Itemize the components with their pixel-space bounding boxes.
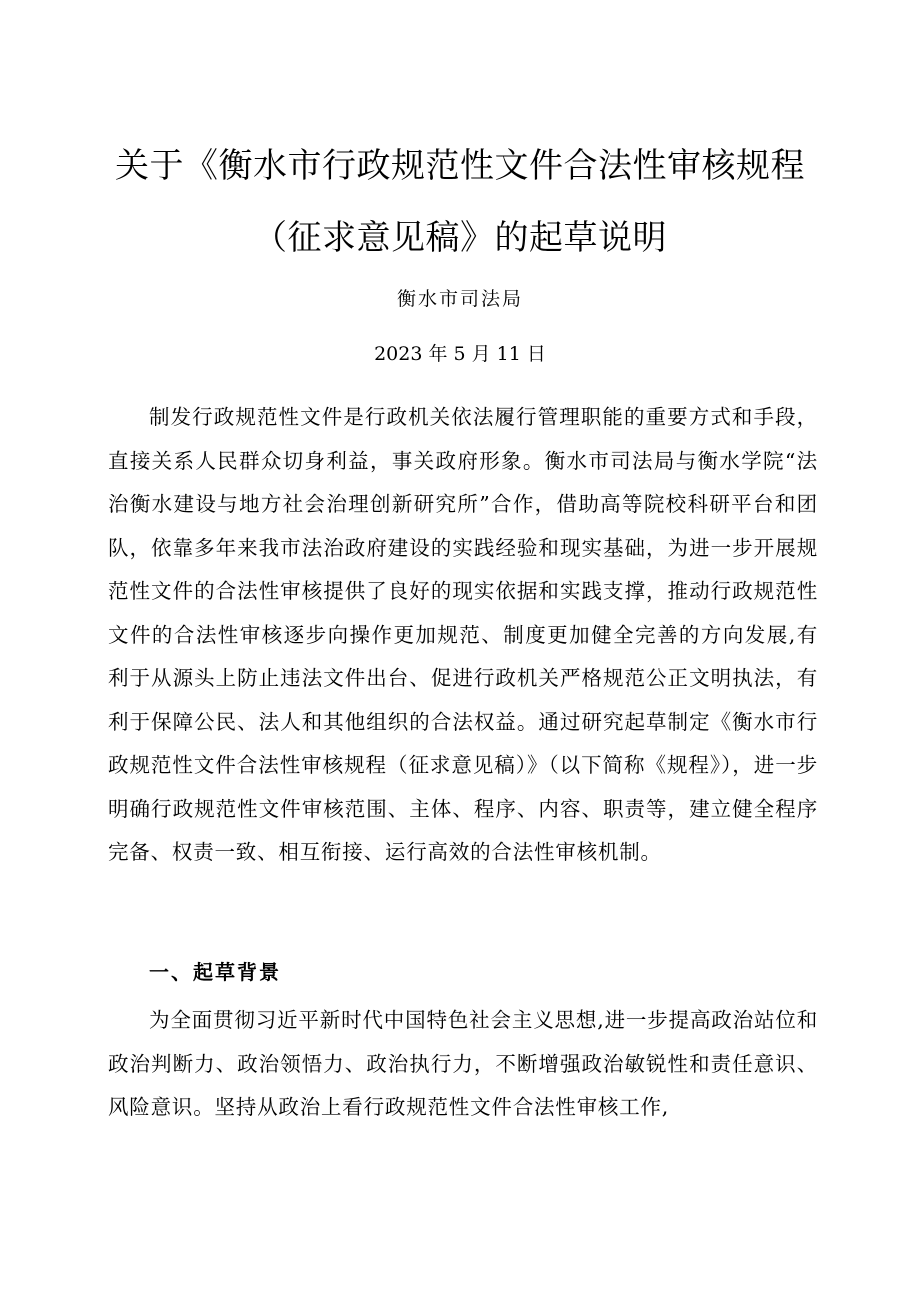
author-organization: 衡水市司法局 xyxy=(396,288,523,310)
document-title-line-2: （征求意见稿》的起草说明 xyxy=(253,218,667,258)
intro-paragraph: 制发行政规范性文件是行政机关依法履行管理职能的重要方式和手段，直接关系人民群众切身利益，事关政府形象。衡水市司法局与衡水学院“法治衡水建设与地方社会治理创新研究所”合作，借助高等院校科研平台和团队，依靠多年来我市法治政府建设的实践经验和现实基础，为进一步开展规范性文件的合法性审核提供了良好的现实依据和实践支撑，推动行政规范性文件的合法性审核逐步向操作更加规范、制度更加健全完善的方向发展,有利于从源头上防止违法文件出台、促进行政机关严格规范公正文明执法，有利于保障公民、法人和其他组织的合法权益。通过研究起草制定《衡水市行政规范性文件合法性审核规程（征求意见稿）》（以下简称《规程》），进一步明确行政规范性文件审核范围、主体、程序、内容、职责等，建立健全程序完备、权责一致、相互衔接、运行高效的合法性审核机制。 xyxy=(108,405,818,864)
background-paragraph: 为全面贯彻习近平新时代中国特色社会主义思想,进一步提高政治站位和政治判断力、政治领悟力、政治执行力，不断增强政治敏锐性和责任意识、风险意识。坚持从政治上看行政规范性文件合法性审核工作, xyxy=(108,1008,818,1119)
section-heading-background: 一、起草背景 xyxy=(149,960,281,984)
document-title-line-1: 关于《衡水市行政规范性文件合法性审核规程 xyxy=(115,146,805,186)
document-date: 2023 年 5 月 11 日 xyxy=(374,343,546,365)
